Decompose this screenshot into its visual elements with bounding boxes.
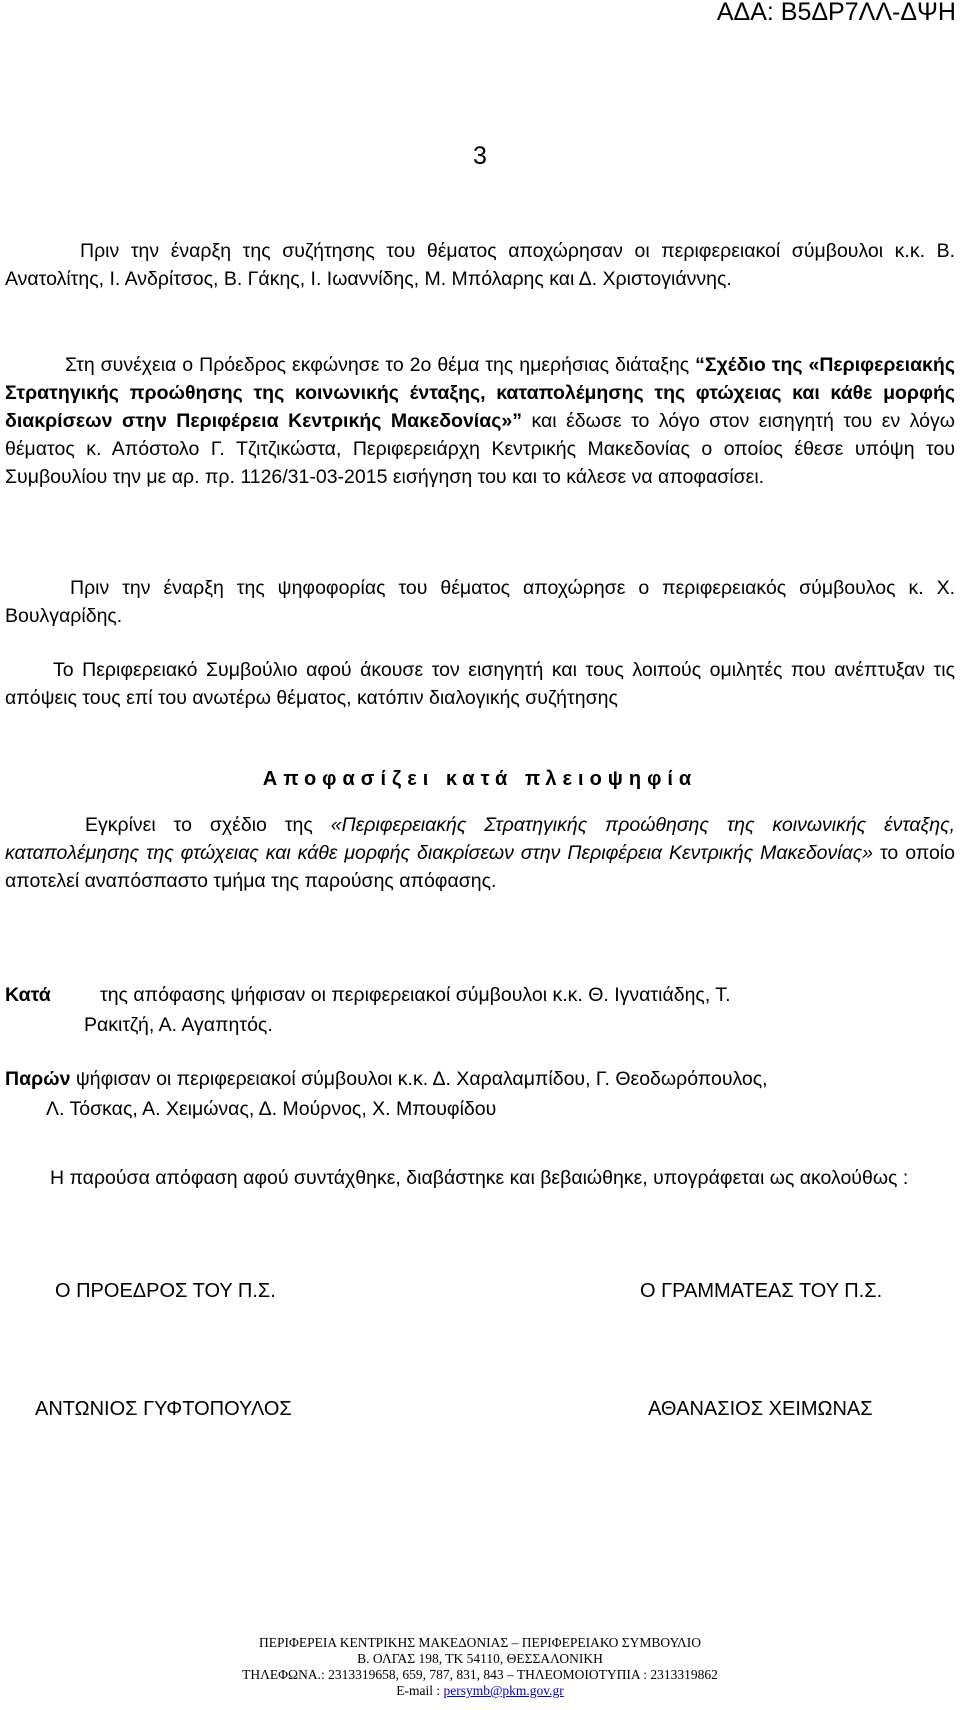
votes-against: [5, 980, 955, 1040]
footer-phones: ΤΗΛΕΦΩΝΑ.: 2313319658, 659, 787, 831, 843 – ΤΗΛΕΟΜΟΙΟΤΥΠΙΑ : 2313319862: [242, 1667, 718, 1682]
footer-email-link[interactable]: persymb@pkm.gov.gr: [443, 1683, 564, 1698]
secretary-title: Ο ΓΡΑΜΜΑΤΕΑΣ ΤΟΥ Π.Σ.: [640, 1280, 883, 1302]
decision-heading: Αποφασίζει κατά πλειοψηφία: [262, 768, 698, 790]
paragraph-vote-departure: Πριν την έναρξη της ψηφοφορίας του θέματος αποχώρησε ο περιφερειακός σύμβουλος κ. Χ. Βουλγαρίδης.: [5, 577, 955, 627]
ada-code: ΑΔΑ: Β5ΔΡ7ΛΛ-ΔΨΗ: [716, 0, 956, 26]
footer-email-line: [0, 1683, 960, 1699]
votes-present-label: Παρών: [5, 1068, 71, 1090]
paragraph-council-discussion: Το Περιφερειακό Συμβούλιο αφού άκουσε τον εισηγητή και τους λοιπούς ομιλητές που ανέπτυξαν τις απόψεις τους επί του ανωτέρω θέματος, κατόπιν διαλογικής συζήτησης: [5, 659, 955, 709]
paragraph-signing: Η παρούσα απόφαση αφού συντάχθηκε, διαβάστηκε και βεβαιώθηκε, υπογράφεται ως ακολούθως :: [50, 1167, 909, 1189]
footer-email-label: E-mail :: [396, 1683, 444, 1698]
votes-present: [5, 1064, 955, 1124]
votes-present-line1: ψήφισαν οι περιφερειακοί σύμβουλοι κ.κ. Δ. Χαραλαμπίδου, Γ. Θεοδωρόπουλος,: [70, 1068, 768, 1090]
paragraph-topic-introduction: [5, 351, 955, 491]
votes-against-line2: Ρακιτζή, Α. Αγαπητός.: [84, 1014, 273, 1036]
votes-against-label: Κατά: [5, 984, 51, 1006]
approval-title: «Περιφερειακής Στρατηγικής προώθησης της κοινωνικής ένταξης, καταπολέμησης της φτώχειας και κάθε μορφής διακρίσεων στην Περιφέρεια Κεντρικής Μακεδονίας»: [5, 814, 955, 864]
secretary-name: ΑΘΑΝΑΣΙΟΣ ΧΕΙΜΩΝΑΣ: [648, 1398, 873, 1420]
footer: [0, 1635, 960, 1699]
topic-rest-text: και έδωσε το λόγο στον εισηγητή του εν λόγω θέματος κ. Απόστολο Γ. Τζιτζικώστα, Περιφερειάρχη Κεντρικής Μακεδονίας ο οποίος έθεσε υπόψη του Συμβουλίου την με αρ. πρ. 1126/31-03-2015 εισήγηση του και το κάλεσε να αποφασίσει.: [5, 410, 955, 488]
page-number: 3: [473, 142, 487, 170]
approval-rest-text: το οποίο αποτελεί αναπόσπαστο τμήμα της παρούσης απόφασης.: [5, 842, 955, 892]
footer-organization: ΠΕΡΙΦΕΡΕΙΑ ΚΕΝΤΡΙΚΗΣ ΜΑΚΕΔΟΝΙΑΣ – ΠΕΡΙΦΕΡΕΙΑΚΟ ΣΥΜΒΟΥΛΙΟ: [258, 1635, 702, 1650]
topic-title: “Σχέδιο της «Περιφερειακής Στρατηγικής προώθησης της κοινωνικής ένταξης, καταπολέμησης της φτώχειας και κάθε μορφής διακρίσεων στην Περιφέρεια Κεντρικής Μακεδονίας»”: [5, 354, 955, 432]
president-name: ΑΝΤΩΝΙΟΣ ΓΥΦΤΟΠΟΥΛΟΣ: [35, 1398, 292, 1420]
votes-present-line2: Λ. Τόσκας, Α. Χειμώνας, Δ. Μούρνος, Χ. Μπουφίδου: [46, 1098, 497, 1120]
approval-intro-text: Εγκρίνει το σχέδιο της: [85, 814, 331, 836]
votes-against-line1: της απόφασης ψήφισαν οι περιφερειακοί σύμβουλοι κ.κ. Θ. Ιγνατιάδης, Τ.: [100, 984, 731, 1006]
president-title: Ο ΠΡΟΕΔΡΟΣ ΤΟΥ Π.Σ.: [55, 1280, 276, 1302]
paragraph-approval: [5, 811, 955, 895]
footer-address: Β. ΟΛΓΑΣ 198, ΤΚ 54110, ΘΕΣΣΑΛΟΝΙΚΗ: [357, 1651, 603, 1666]
paragraph-departures: Πριν την έναρξη της συζήτησης του θέματος αποχώρησαν οι περιφερειακοί σύμβουλοι κ.κ. Β. Ανατολίτης, Ι. Ανδρίτσος, Β. Γάκης, Ι. Ιωαννίδης, Μ. Μπόλαρης και Δ. Χριστογιάννης.: [5, 240, 955, 290]
topic-intro-text: Στη συνέχεια ο Πρόεδρος εκφώνησε το 2ο θέμα της ημερήσιας διάταξης: [65, 354, 696, 376]
